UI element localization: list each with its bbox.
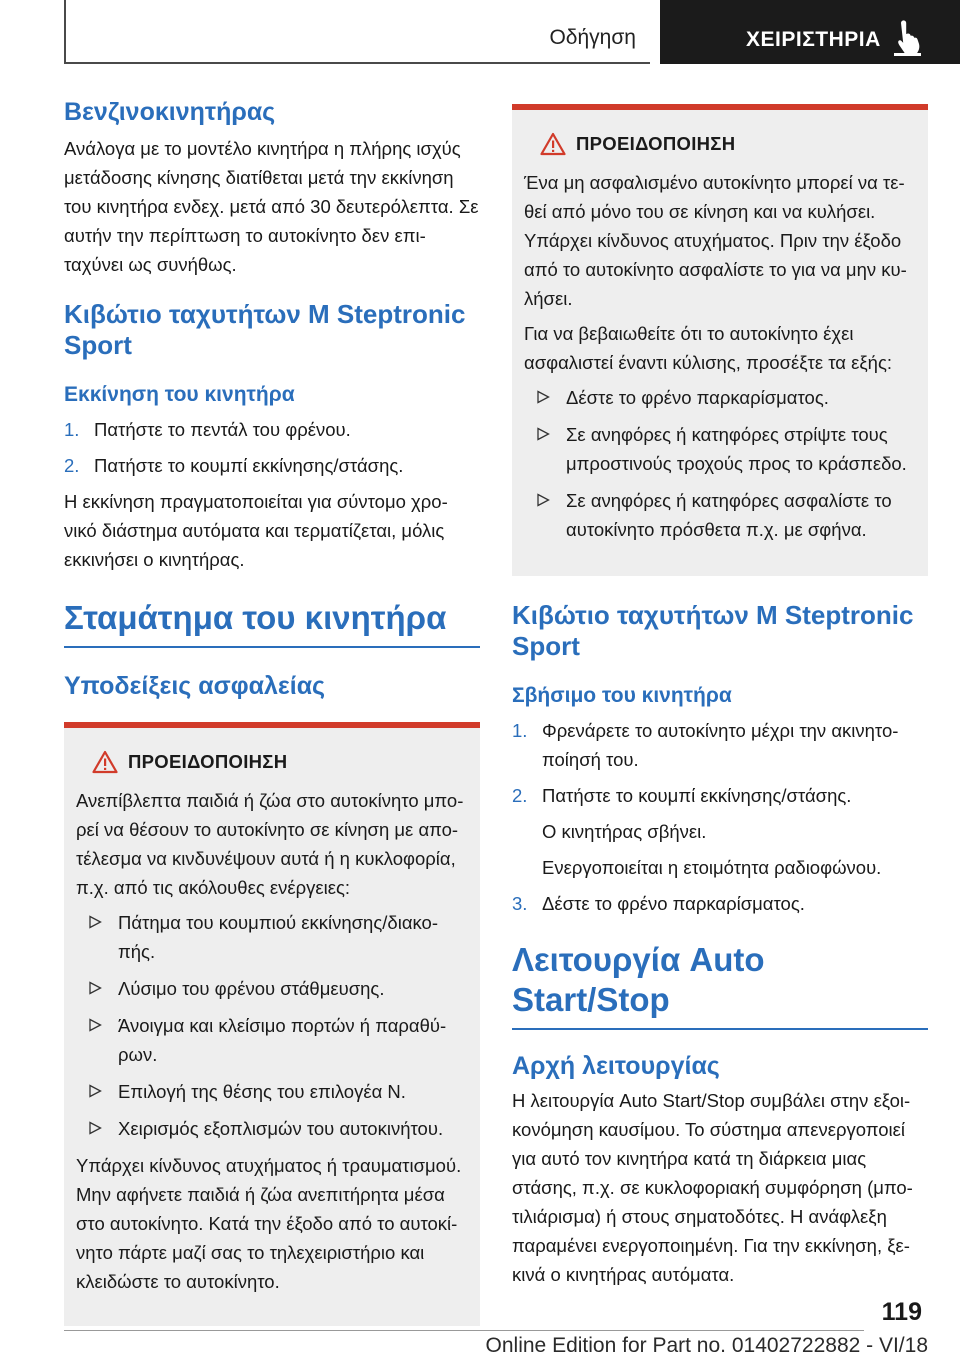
list-item-text: Επιλογή της θέσης του επιλογέα N. bbox=[118, 1081, 406, 1102]
list-item-text: Χειρισμός εξοπλισμών του αυτοκινήτου. bbox=[118, 1118, 444, 1139]
triangle-bullet-icon bbox=[88, 1084, 102, 1098]
right-column bbox=[512, 104, 928, 1289]
page-number: 119 bbox=[881, 1298, 922, 1326]
warning-checklist bbox=[524, 383, 914, 544]
triangle-bullet-icon bbox=[88, 1018, 102, 1032]
gearbox-heading: Κιβώτιο ταχυτήτων M Steptronic Sport bbox=[512, 600, 914, 661]
list-item bbox=[524, 383, 914, 412]
warning-intro-secondary: Για να βεβαιωθείτε ότι το αυτοκίνητο έχει ασφαλιστεί έναντι κύλισης, προσέξτε τα εξής: bbox=[524, 323, 892, 373]
warning-actions-list bbox=[76, 908, 466, 1143]
list-item bbox=[524, 420, 914, 478]
warning-triangle-icon bbox=[92, 750, 118, 774]
step-note: Ενεργοποιείται η ετοιμότητα ραδιοφώνου. bbox=[542, 857, 882, 878]
list-item bbox=[76, 974, 466, 1003]
list-item bbox=[64, 451, 480, 480]
engine-heading: Βενζινοκινητήρας bbox=[64, 98, 276, 126]
triangle-bullet-icon bbox=[88, 915, 102, 929]
list-item bbox=[76, 1011, 466, 1069]
warning-intro: Ένα μη ασφαλισμένο αυτοκίνητο μπορεί να τε-θεί από μόνο του σε κίνηση και να κυλήσει. Υπάρχει κίνδυνος ατυχήματος. Πριν την έξοδο από το αυτοκίνητο ασφαλίστε το για να μην κυ-λήσει. bbox=[524, 172, 907, 309]
stop-steps-list bbox=[512, 716, 928, 810]
engine-paragraph: Ανάλογα με το μοντέλο κινητήρα η πλήρης ισχύς μετάδοσης κίνησης διατίθεται μετά την εκκίνηση του κινητήρα ενδεχ. μετά από 30 δευτερόλεπτα. Σε αυτήν την περίπτωση το αυτοκίνητο δεν επι-ταχύνει ως συνήθως. bbox=[64, 138, 479, 275]
list-item bbox=[64, 415, 480, 444]
auto-start-stop-chapter: Λειτουργία Auto Start/Stop bbox=[512, 940, 928, 1030]
header-section-box bbox=[64, 0, 650, 64]
list-item bbox=[512, 716, 928, 774]
triangle-bullet-icon bbox=[536, 493, 550, 507]
warning-box-children bbox=[64, 722, 480, 1326]
triangle-bullet-icon bbox=[88, 981, 102, 995]
step-note: Ο κινητήρας σβήνει. bbox=[542, 821, 707, 842]
list-item-text: Σε ανηφόρες ή κατηφόρες στρίψτε τους μπροστινούς τροχούς προς το κράσπεδο. bbox=[566, 424, 907, 474]
step-text: Πατήστε το πεντάλ του φρένου. bbox=[94, 419, 351, 440]
start-steps-list bbox=[64, 415, 480, 480]
footer-edition: Online Edition for Part no. 01402722882 - VI/18 bbox=[485, 1334, 928, 1357]
triangle-bullet-icon bbox=[88, 1121, 102, 1135]
warning-header bbox=[76, 748, 466, 778]
list-item-text: Δέστε το φρένο παρκαρίσματος. bbox=[566, 387, 829, 408]
footer-divider bbox=[64, 1330, 864, 1331]
list-item bbox=[76, 1077, 466, 1106]
warning-intro: Ανεπίβλεπτα παιδιά ή ζώα στο αυτοκίνητο μπο-ρεί να θέσουν το αυτοκίνητο σε κίνηση με απο-τέλεσμα να κινδυνέψουν αυτά ή η κυκλοφορία, π.χ. από τις ακόλουθες ενέργειες: bbox=[76, 790, 464, 898]
list-item bbox=[512, 781, 928, 810]
step-number: 1. bbox=[64, 419, 80, 440]
stop-steps-list-continued bbox=[512, 889, 928, 918]
gearbox-heading: Κιβώτιο ταχυτήτων M Steptronic Sport bbox=[64, 299, 466, 360]
start-engine-heading: Εκκίνηση του κινητήρα bbox=[64, 383, 295, 406]
warning-triangle-icon bbox=[540, 132, 566, 156]
step-text: Πατήστε το κουμπί εκκίνησης/στάσης. bbox=[542, 785, 852, 806]
warning-box-rolling bbox=[512, 104, 928, 576]
triangle-bullet-icon bbox=[536, 390, 550, 404]
list-item-text: Πάτημα του κουμπιού εκκίνησης/διακο-πής. bbox=[118, 912, 438, 962]
list-item-text: Άνοιγμα και κλείσιμο πορτών ή παραθύ-ρων. bbox=[118, 1015, 447, 1065]
start-paragraph: Η εκκίνηση πραγματοποιείται για σύντομο χρο-νικό διάστημα αυτόματα και τερματίζεται, μόλις εκκινήσει ο κινητήρας. bbox=[64, 491, 448, 570]
list-item bbox=[76, 908, 466, 966]
safety-heading: Υποδείξεις ασφαλείας bbox=[64, 672, 326, 700]
list-item bbox=[512, 889, 928, 918]
list-item bbox=[524, 486, 914, 544]
warning-title: ΠΡΟΕΙΔΟΠΟΙΗΣΗ bbox=[128, 751, 288, 772]
list-item-text: Σε ανηφόρες ή κατηφόρες ασφαλίστε το αυτοκίνητο πρόσθετα π.χ. με σφήνα. bbox=[566, 490, 892, 540]
left-column bbox=[64, 96, 480, 1326]
step-text: Πατήστε το κουμπί εκκίνησης/στάσης. bbox=[94, 455, 404, 476]
triangle-bullet-icon bbox=[536, 427, 550, 441]
stop-engine-heading: Σβήσιμο του κινητήρα bbox=[512, 684, 732, 707]
header-section-title: Οδήγηση bbox=[549, 26, 636, 49]
warning-outro: Υπάρχει κίνδυνος ατυχήματος ή τραυματισμού. Μην αφήνετε παιδιά ή ζώα ανεπιτήρητα μέσα στο αυτοκίνητο. Κατά την έξοδο από το αυτοκί-νητο πάρτε μαζί σας το τηλεχειριστήριο και κλειδώστε το αυτοκίνητο. bbox=[76, 1155, 462, 1292]
step-number: 1. bbox=[512, 720, 528, 741]
step-text: Δέστε το φρένο παρκαρίσματος. bbox=[542, 893, 805, 914]
hand-pointer-icon bbox=[892, 20, 922, 56]
step-number: 2. bbox=[512, 785, 528, 806]
principle-paragraph: Η λειτουργία Auto Start/Stop συμβάλει στην εξοι-κονόμηση καυσίμου. Το σύστημα απενεργοποιεί για αυτό τον κινητήρα κατά τη διάρκεια μιας στάσης, π.χ. σε κυκλοφοριακή συμφόρηση (μπο-τιλιάρισμα) ή στους σηματοδότες. Η ανάφλεξη παραμένει ενεργοποιημένη. Για την εκκίνηση, ξε-κινά ο κινητήρας αυτόματα. bbox=[512, 1090, 913, 1285]
stop-engine-chapter: Σταμάτημα του κινητήρα bbox=[64, 598, 480, 648]
header-chapter-title: ΧΕΙΡΙΣΤΗΡΙΑ bbox=[746, 28, 881, 51]
principle-heading: Αρχή λειτουργίας bbox=[512, 1052, 720, 1080]
step-number: 2. bbox=[64, 455, 80, 476]
warning-header bbox=[524, 130, 914, 160]
step-number: 3. bbox=[512, 893, 528, 914]
list-item bbox=[76, 1114, 466, 1143]
header-chapter-tab bbox=[660, 0, 960, 64]
warning-title: ΠΡΟΕΙΔΟΠΟΙΗΣΗ bbox=[576, 133, 736, 154]
step-text: Φρενάρετε το αυτοκίνητο μέχρι την ακινητο-ποίησή του. bbox=[542, 720, 899, 770]
list-item-text: Λύσιμο του φρένου στάθμευσης. bbox=[118, 978, 385, 999]
